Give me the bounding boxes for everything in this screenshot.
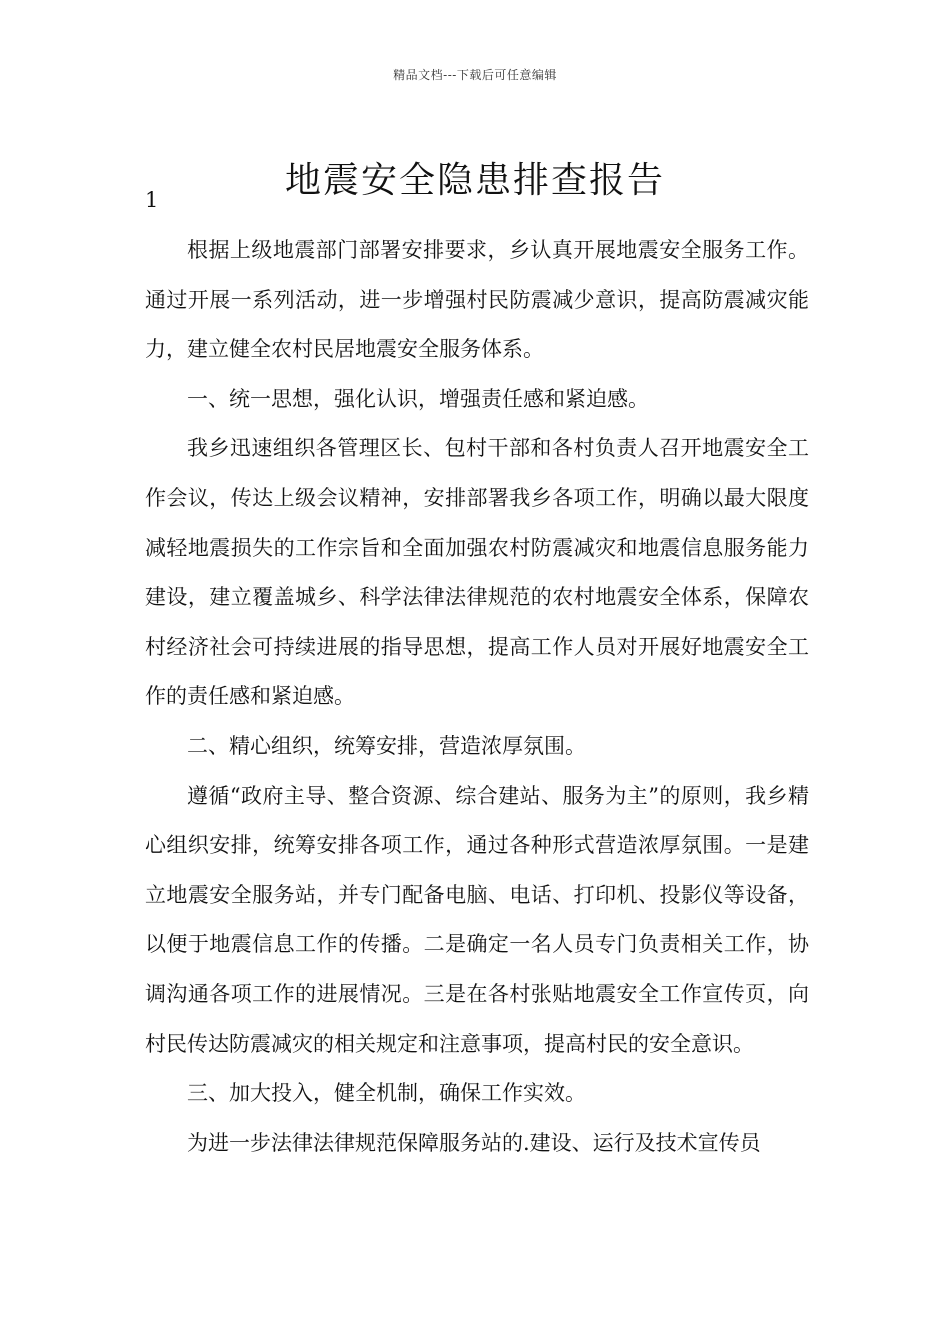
- page-number: 1: [145, 188, 159, 212]
- section-heading-3: 三、加大投入，健全机制，确保工作实效。: [187, 1081, 586, 1106]
- header-note: 精品文档---下载后可任意编辑: [393, 68, 557, 82]
- paragraph-section-2: 遵循“政府主导、整合资源、综合建站、服务为主”的原则，我乡精心组织安排，统筹安排各项工作，通过各种形式营造浓厚氛围。一是建立地震安全服务站，并专门配备电脑、电话、打印机、投影仪等设备，以便于地震信息工作的传播。二是确定一名人员专门负责相关工作，协调沟通各项工作的进展情况。三是在各村张贴地震安全工作宣传页，向村民传达防震减灾的相关规定和注意事项，提高村民的安全意识。: [145, 783, 809, 1056]
- paragraph-section-3: 为进一步法律法律规范保障服务站的.建设、运行及技术宣传员: [187, 1130, 761, 1155]
- document-body: [145, 226, 809, 1168]
- section-heading-2: 二、精心组织，统筹安排，营造浓厚氛围。: [187, 733, 586, 758]
- paragraph-section-1: 我乡迅速组织各管理区长、包村干部和各村负责人召开地震安全工作会议，传达上级会议精神，安排部署我乡各项工作，明确以最大限度减轻地震损失的工作宗旨和全面加强农村防震减灾和地震信息服务能力建设，建立覆盖城乡、科学法律法律规范的农村地震安全体系，保障农村经济社会可持续进展的指导思想，提高工作人员对开展好地震安全工作的责任感和紧迫感。: [145, 436, 809, 709]
- section-heading-1: 一、统一思想，强化认识，增强责任感和紧迫感。: [187, 386, 649, 411]
- paragraph-intro: 根据上级地震部门部署安排要求，乡认真开展地震安全服务工作。通过开展一系列活动，进一步增强村民防震减少意识，提高防震减灾能力，建立健全农村民居地震安全服务体系。: [145, 238, 809, 362]
- document-title: 地震安全隐患排查报告: [284, 160, 665, 202]
